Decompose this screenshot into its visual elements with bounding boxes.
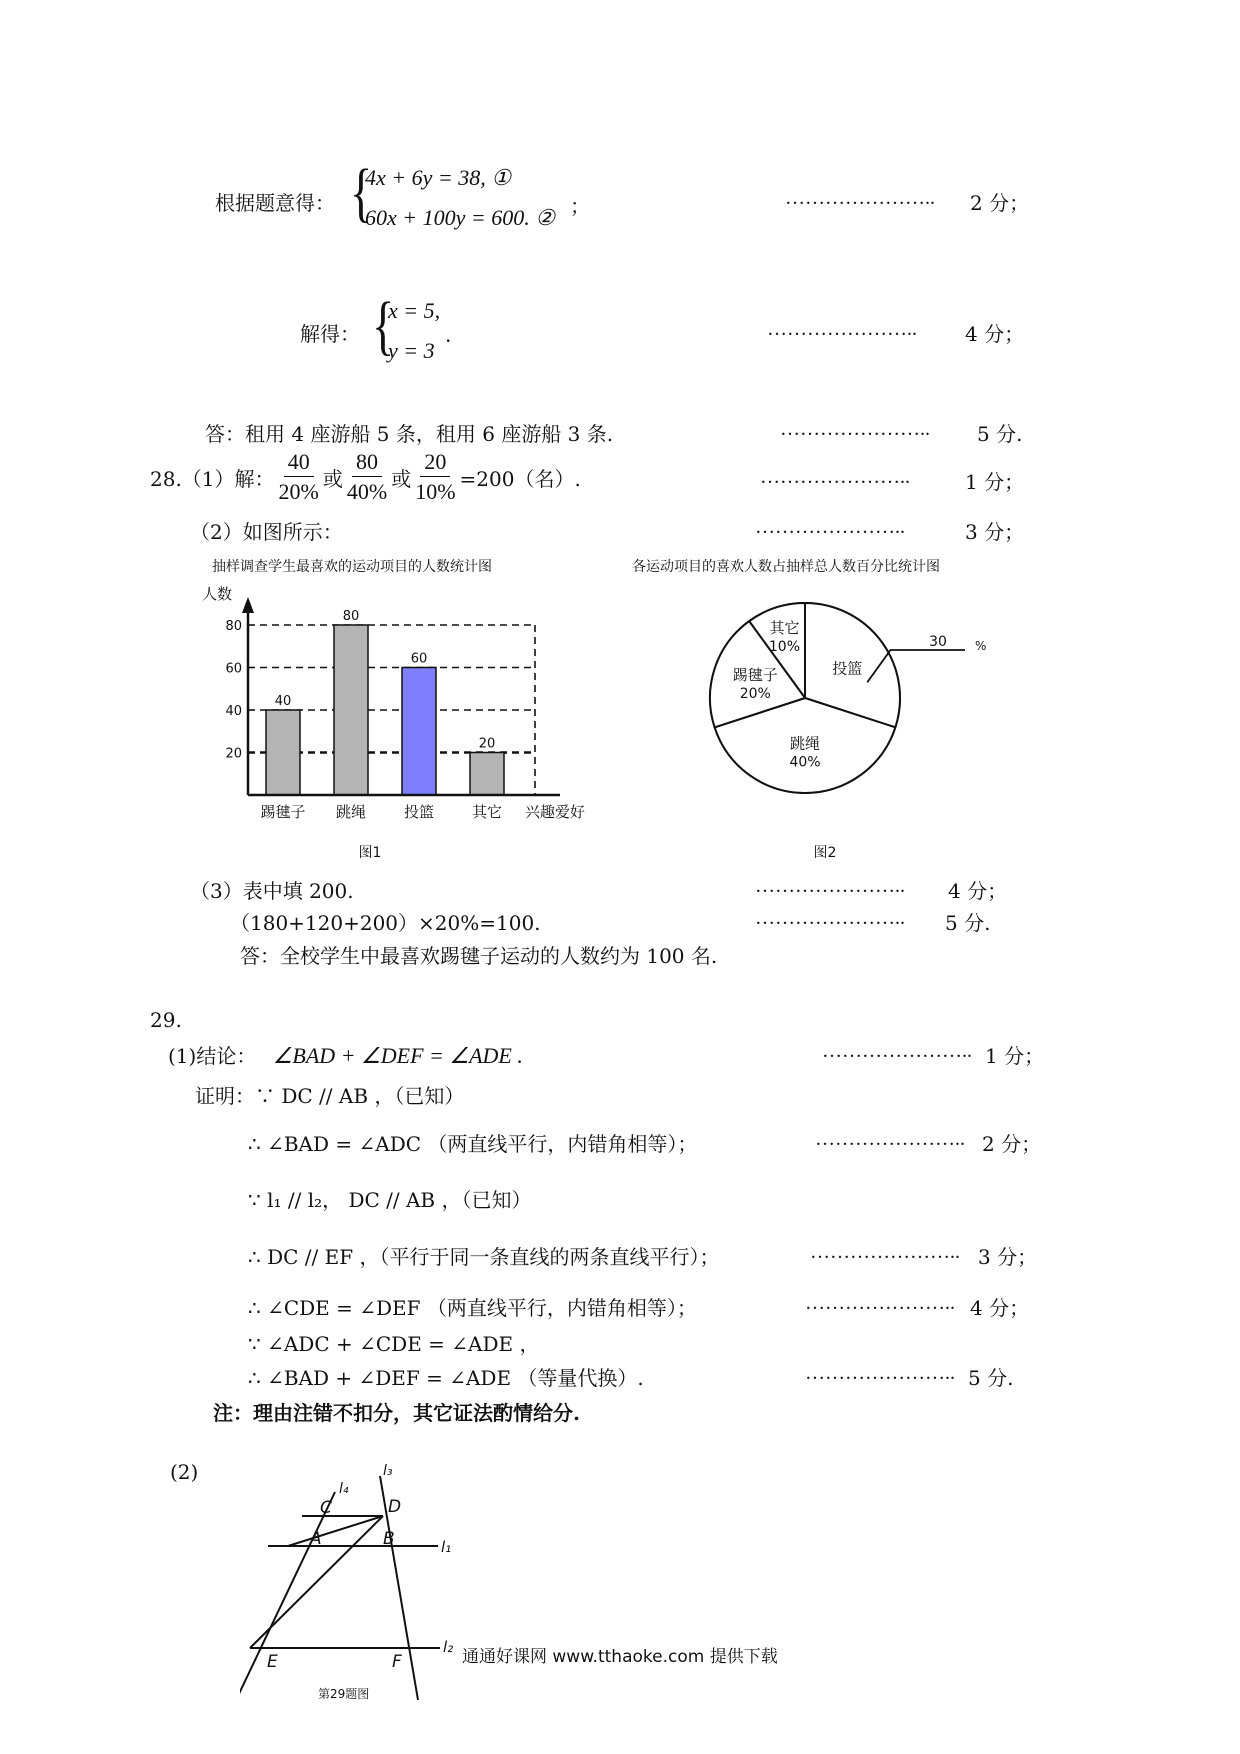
q28-p2: （2）如图所示：	[190, 520, 343, 544]
q27-sol1: x = 5,	[388, 298, 441, 323]
q27-intro: 根据题意得：	[215, 191, 335, 215]
dots: …………………..	[815, 1128, 965, 1150]
q28-or: 或	[391, 467, 412, 491]
label-a: A	[310, 1529, 322, 1549]
q29-figure	[240, 1460, 560, 1710]
dots: …………………..	[755, 875, 905, 897]
dots: …………………..	[805, 1292, 955, 1314]
q29-proof-0: 证明：∵ DC // AB ，（已知）	[195, 1084, 465, 1108]
q29-p2: (2)	[170, 1460, 199, 1484]
q27-answer: 答：租用 4 座游船 5 条，租用 6 座游船 3 条.	[205, 422, 614, 446]
y-axis-arrow	[242, 597, 254, 613]
dots: …………………..	[755, 907, 905, 929]
pie-chart	[620, 555, 1050, 865]
q27-score2: 4 分；	[965, 322, 1025, 346]
x-tick-label: 跳绳	[335, 803, 367, 821]
figure-caption: 第29题图	[318, 1687, 370, 1701]
q27-brace: {	[350, 156, 373, 229]
label-l1: l₁	[441, 1538, 452, 1556]
q28-answer: 答：全校学生中最喜欢踢毽子运动的人数约为 100 名.	[240, 944, 718, 968]
x-tick-label: 投篮	[403, 803, 435, 821]
q28-score1: 1 分；	[965, 470, 1025, 494]
q28-score3: 4 分；	[948, 879, 1008, 903]
q28-calc: （180+120+200）×20%=100.	[230, 911, 541, 935]
label-f: F	[392, 1652, 402, 1672]
q29-p1	[168, 1040, 523, 1069]
q29-proof-2: ∵ l₁ // l₂， DC // AB ，（已知）	[248, 1188, 532, 1212]
label-l3: l₃	[383, 1463, 393, 1479]
bar-踢毽子	[266, 710, 300, 795]
dots: …………………..	[810, 1241, 960, 1263]
q29-conclusion: ∠BAD + ∠DEF = ∠ADE .	[272, 1043, 523, 1068]
q27-sol-brace: {	[372, 289, 395, 362]
dots: …………………..	[805, 1362, 955, 1384]
label-b: B	[383, 1529, 395, 1549]
q29-score1: 1 分；	[985, 1044, 1045, 1068]
q27-score3: 5 分.	[977, 422, 1023, 446]
pie-chart-title: 各运动项目的喜欢人数占抽样总人数百分比统计图	[632, 559, 940, 575]
q29-score-4: 4 分；	[970, 1296, 1030, 1320]
bar-value-label: 60	[410, 651, 428, 667]
pie-pct-label: 10%	[768, 638, 801, 655]
y-tick-label: 80	[225, 619, 242, 634]
label-l2: l₂	[443, 1638, 454, 1656]
bar-value-label: 40	[274, 694, 292, 709]
q27-eq2: 60x + 100y = 600. ②	[365, 205, 555, 230]
pie-label: 其它	[769, 618, 800, 637]
q29-proof-6: ∴ ∠BAD + ∠DEF = ∠ADE （等量代换）.	[248, 1366, 644, 1390]
bar-chart-title: 抽样调查学生最喜欢的运动项目的人数统计图	[212, 559, 492, 575]
dots: …………………..	[767, 318, 917, 340]
label-d: D	[388, 1497, 402, 1517]
bar-chart-xlabel: 兴趣爱好	[525, 803, 586, 821]
pie-pct-label: 40%	[789, 754, 821, 771]
q28-score4: 5 分.	[945, 911, 991, 935]
pie-label: 投篮	[832, 659, 863, 678]
q29-num: 29.	[150, 1008, 182, 1032]
q27-eq1: 4x + 6y = 38, ①	[365, 165, 511, 190]
q29-proof-1: ∴ ∠BAD = ∠ADC （两直线平行，内错角相等）；	[248, 1132, 698, 1156]
y-tick-label: 20	[225, 746, 242, 762]
q29-score-5: 5 分.	[968, 1366, 1014, 1390]
bar-投篮	[402, 668, 436, 796]
dots: …………………..	[822, 1040, 972, 1062]
q28-score2: 3 分；	[965, 520, 1025, 544]
q27-solve-intro: 解得：	[300, 322, 360, 346]
pie-pct-label: 20%	[739, 685, 771, 702]
watermark: 通通好课网 www.tthaoke.com 提供下载	[462, 1647, 778, 1667]
bar-value-label: 80	[342, 609, 360, 624]
x-tick-label: 踢毽子	[260, 803, 306, 821]
dots: …………………..	[755, 516, 905, 538]
bar-chart-ylabel: 人数	[202, 585, 233, 603]
bar-跳绳	[334, 625, 368, 795]
q28-frac-2: $\frac{80}{40\%}$	[346, 449, 388, 504]
q29-score-3: 3 分；	[978, 1245, 1038, 1269]
q28-or: 或	[322, 467, 343, 491]
q28-p3: （3）表中填 200.	[190, 879, 354, 903]
q29-note: 注：理由注错不扣分，其它证法酌情给分.	[213, 1401, 580, 1425]
callout-value: 30	[929, 634, 947, 650]
q28-p1	[150, 448, 581, 507]
q29-proof-3: ∴ DC // EF ，（平行于同一条直线的两条直线平行）；	[248, 1245, 720, 1269]
dots: …………………..	[780, 418, 930, 440]
y-tick-label: 60	[225, 661, 242, 677]
bar-chart	[190, 555, 630, 865]
pie-chart-caption: 图2	[813, 845, 837, 861]
bar-chart-caption: 图1	[358, 845, 382, 861]
dots: …………………..	[785, 187, 935, 209]
label-c: C	[320, 1498, 332, 1518]
line-l4	[240, 1492, 335, 1698]
q29-proof-4: ∴ ∠CDE = ∠DEF （两直线平行，内错角相等）；	[248, 1296, 697, 1320]
q27-sol2: y = 3	[388, 338, 435, 363]
q28-frac-1: $\frac{40}{20\%}$	[278, 449, 319, 504]
bar-value-label: 20	[478, 736, 496, 752]
pie-label: 跳绳	[789, 734, 821, 753]
dots: …………………..	[760, 466, 910, 488]
bar-其它	[470, 753, 504, 796]
q28-p1-prefix: 28.（1）解：	[150, 467, 275, 491]
q29-proof-5: ∵ ∠ADC + ∠CDE = ∠ADE ，	[248, 1332, 540, 1356]
q28-result: =200（名）.	[459, 467, 581, 491]
pie-label: 踢毽子	[732, 665, 778, 684]
q27-sol-end: .	[446, 322, 452, 347]
q29-score-2: 2 分；	[982, 1132, 1042, 1156]
q29-p1-prefix: (1)结论：	[168, 1044, 257, 1068]
q27-score1: 2 分；	[970, 191, 1030, 215]
callout-unit: %	[975, 639, 987, 653]
q27-eq-end: ；	[570, 194, 590, 218]
label-l4: l₄	[339, 1481, 349, 1497]
x-tick-label: 其它	[471, 803, 503, 821]
y-tick-label: 40	[225, 704, 242, 719]
q28-frac-3: $\frac{20}{10\%}$	[415, 449, 456, 504]
label-e: E	[267, 1652, 278, 1672]
